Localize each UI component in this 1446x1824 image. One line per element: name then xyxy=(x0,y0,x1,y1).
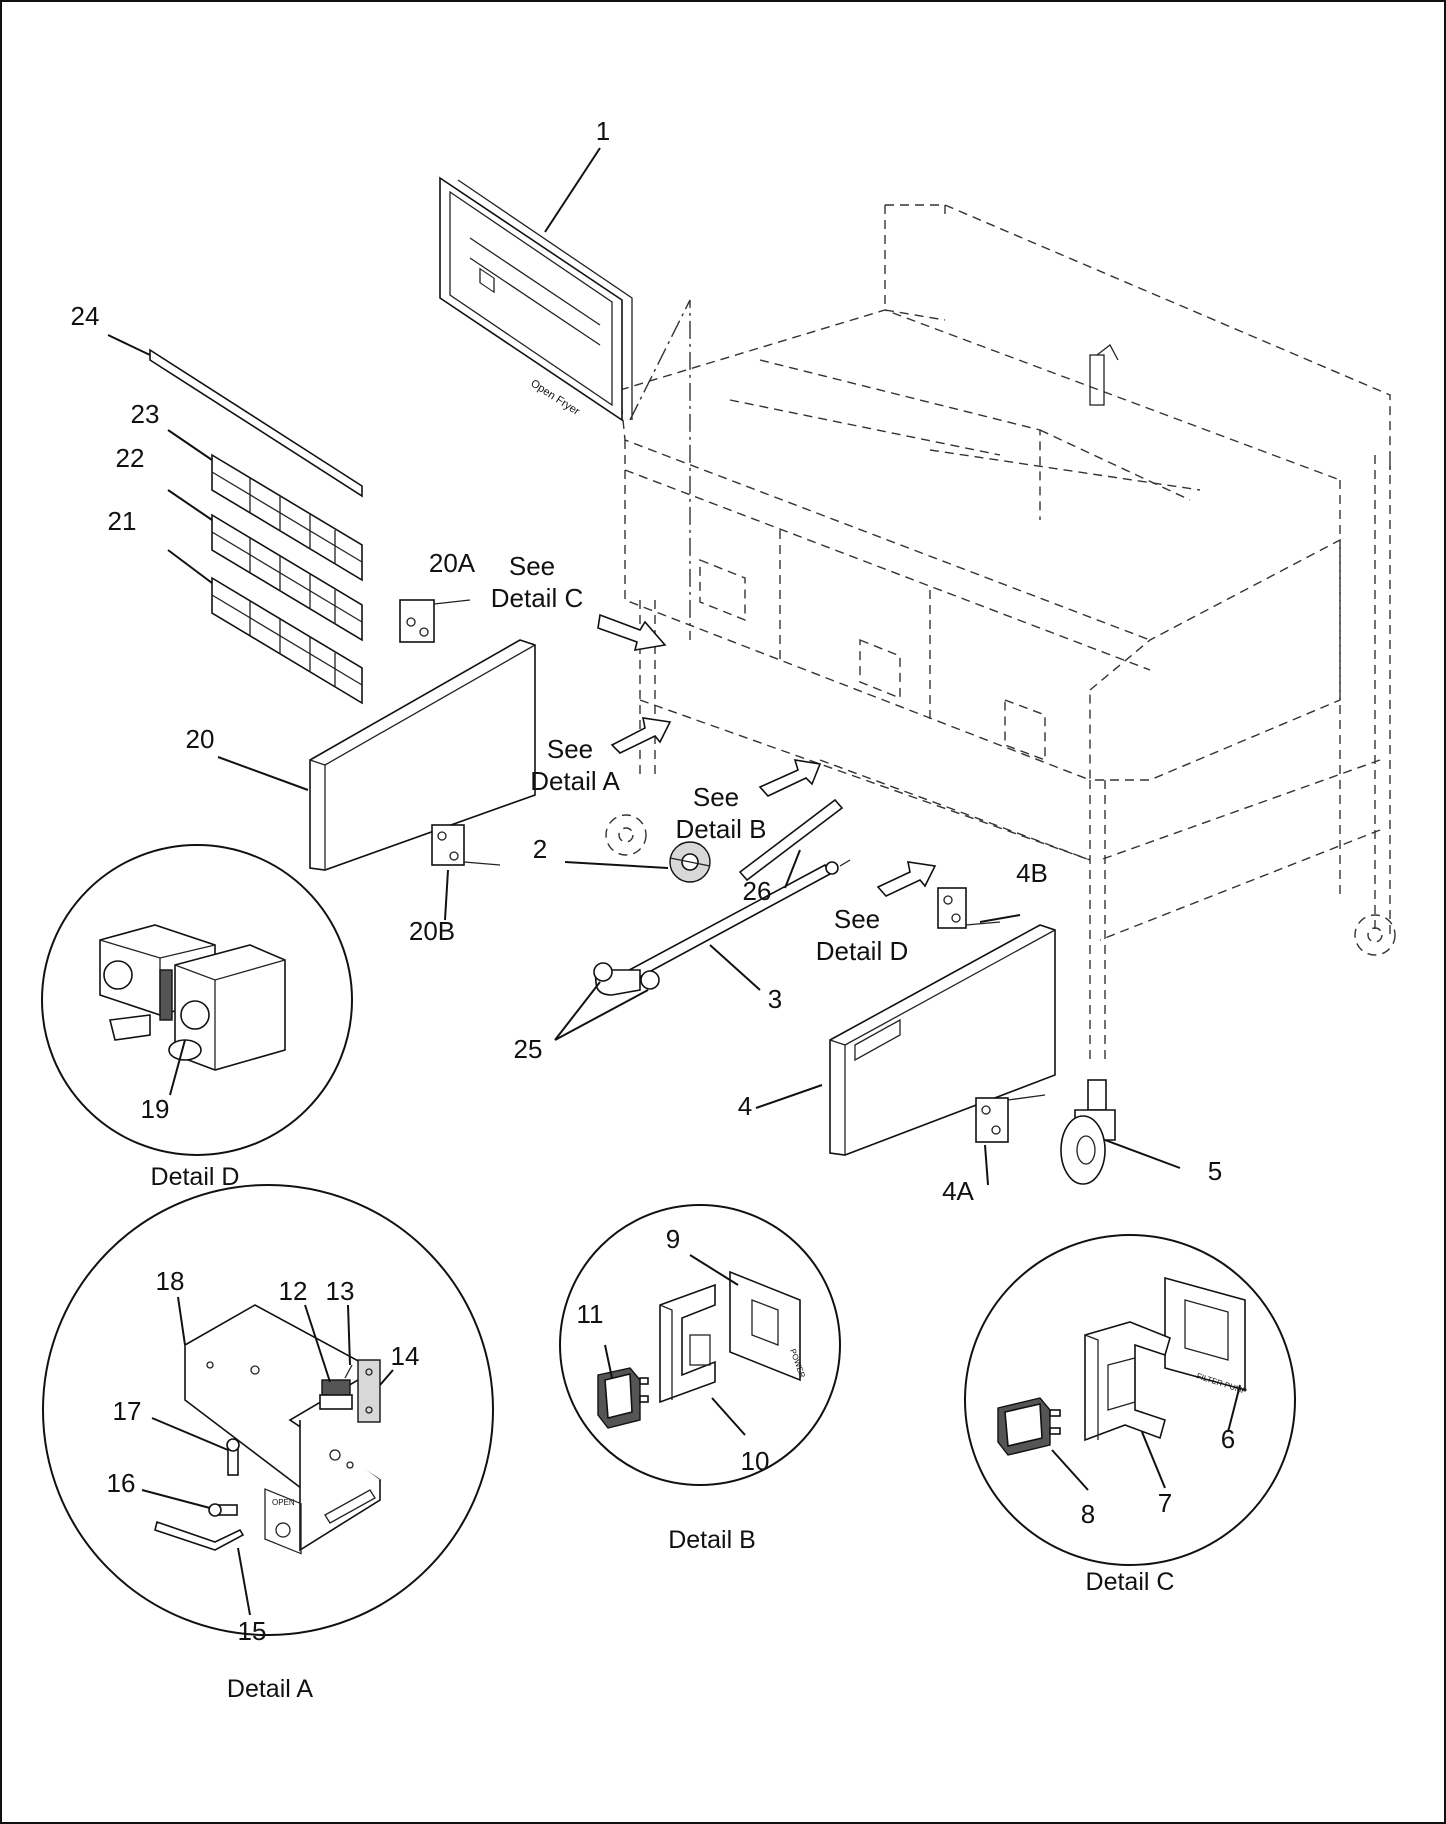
part-12-microswitch xyxy=(320,1380,352,1409)
pointer-detail-d: Detail D xyxy=(815,936,909,966)
callout-26: 26 xyxy=(742,876,772,906)
pointer-detail-b: Detail B xyxy=(675,814,767,844)
part-8-rocker-switch xyxy=(998,1398,1060,1455)
valve-label-text: OPEN xyxy=(272,1498,295,1507)
callout-18: 18 xyxy=(155,1266,185,1296)
callout-7: 7 xyxy=(1157,1488,1173,1518)
pointer-detail-a: Detail A xyxy=(530,766,620,796)
filter-pump-label: FILTER PUMP xyxy=(1195,1371,1248,1397)
part-2-valve-actuator xyxy=(670,842,710,882)
callout-23: 23 xyxy=(130,399,160,429)
part-9-power-bezel xyxy=(730,1272,807,1380)
callout-10: 10 xyxy=(740,1446,770,1476)
callout-19: 19 xyxy=(140,1094,170,1124)
callout-20b: 20B xyxy=(408,916,456,946)
callout-8: 8 xyxy=(1080,1499,1096,1529)
detail-c-caption: Detail C xyxy=(1085,1568,1175,1596)
detail-d xyxy=(42,845,352,1191)
part-16-bolt xyxy=(209,1504,237,1516)
part-24-label-strip xyxy=(150,350,362,496)
detail-d-caption: Detail D xyxy=(150,1163,240,1191)
detail-b xyxy=(560,1205,840,1554)
callout-13: 13 xyxy=(325,1276,355,1306)
arrow-detail-b xyxy=(760,760,820,796)
callout-15: 15 xyxy=(237,1616,267,1646)
see-label-b: See xyxy=(692,782,740,812)
rear-caster-left xyxy=(606,815,646,855)
part-6-filter-pump-bezel xyxy=(1165,1278,1248,1396)
callout-3: 3 xyxy=(767,984,783,1014)
callout-5: 5 xyxy=(1207,1156,1223,1186)
arrow-detail-d xyxy=(878,862,935,896)
gas-connection xyxy=(1090,345,1118,405)
callout-1: 1 xyxy=(595,116,611,146)
part-17-screw xyxy=(227,1439,239,1475)
callout-14: 14 xyxy=(390,1341,420,1371)
valve-label-plate xyxy=(265,1489,301,1554)
see-label-a: See xyxy=(546,734,594,764)
see-label-c: See xyxy=(508,551,556,581)
pointer-detail-c: Detail C xyxy=(490,583,584,613)
callout-11: 11 xyxy=(576,1299,604,1329)
callout-25: 25 xyxy=(513,1034,543,1064)
part-5-caster xyxy=(1061,1080,1115,1184)
arrow-detail-a xyxy=(612,718,670,753)
part-4b-hinge-upper xyxy=(938,888,1000,928)
callout-21: 21 xyxy=(107,506,137,536)
callout-4: 4 xyxy=(737,1091,753,1121)
part-20a-hinge-upper xyxy=(400,600,470,642)
power-label: POWER xyxy=(788,1347,807,1380)
callout-20: 20 xyxy=(185,724,215,754)
callout-20a: 20A xyxy=(428,548,476,578)
callout-4a: 4A xyxy=(942,1176,974,1206)
callout-16: 16 xyxy=(106,1468,136,1498)
part-4a-hinge-lower xyxy=(976,1095,1045,1142)
detail-a-caption: Detail A xyxy=(226,1675,314,1703)
control-panel-label: Open Fryer xyxy=(528,377,582,418)
part-11-rocker-switch xyxy=(598,1368,648,1428)
callout-22: 22 xyxy=(115,443,145,473)
callout-2: 2 xyxy=(532,834,548,864)
detail-c xyxy=(965,1235,1295,1596)
callout-4b: 4B xyxy=(1016,858,1048,888)
fryer-cabinet-outline xyxy=(620,205,1390,1060)
part-20b-hinge-lower xyxy=(432,825,500,865)
callout-9: 9 xyxy=(665,1224,681,1254)
see-label-d: See xyxy=(833,904,881,934)
callout-24: 24 xyxy=(70,301,100,331)
part-10-switch-bracket xyxy=(660,1285,715,1402)
callout-12: 12 xyxy=(278,1276,308,1306)
detail-a xyxy=(43,1185,493,1703)
part-7-switch-bracket xyxy=(1085,1322,1170,1440)
part-14-switch-bracket xyxy=(358,1360,380,1422)
callout-17: 17 xyxy=(112,1396,142,1426)
panel-centerline xyxy=(630,300,690,640)
callout-6: 6 xyxy=(1220,1424,1236,1454)
part-1-control-panel xyxy=(440,0,632,420)
part-15-rod xyxy=(155,1522,243,1550)
detail-b-caption: Detail B xyxy=(668,1526,756,1554)
part-19-gas-valve xyxy=(100,925,285,1070)
